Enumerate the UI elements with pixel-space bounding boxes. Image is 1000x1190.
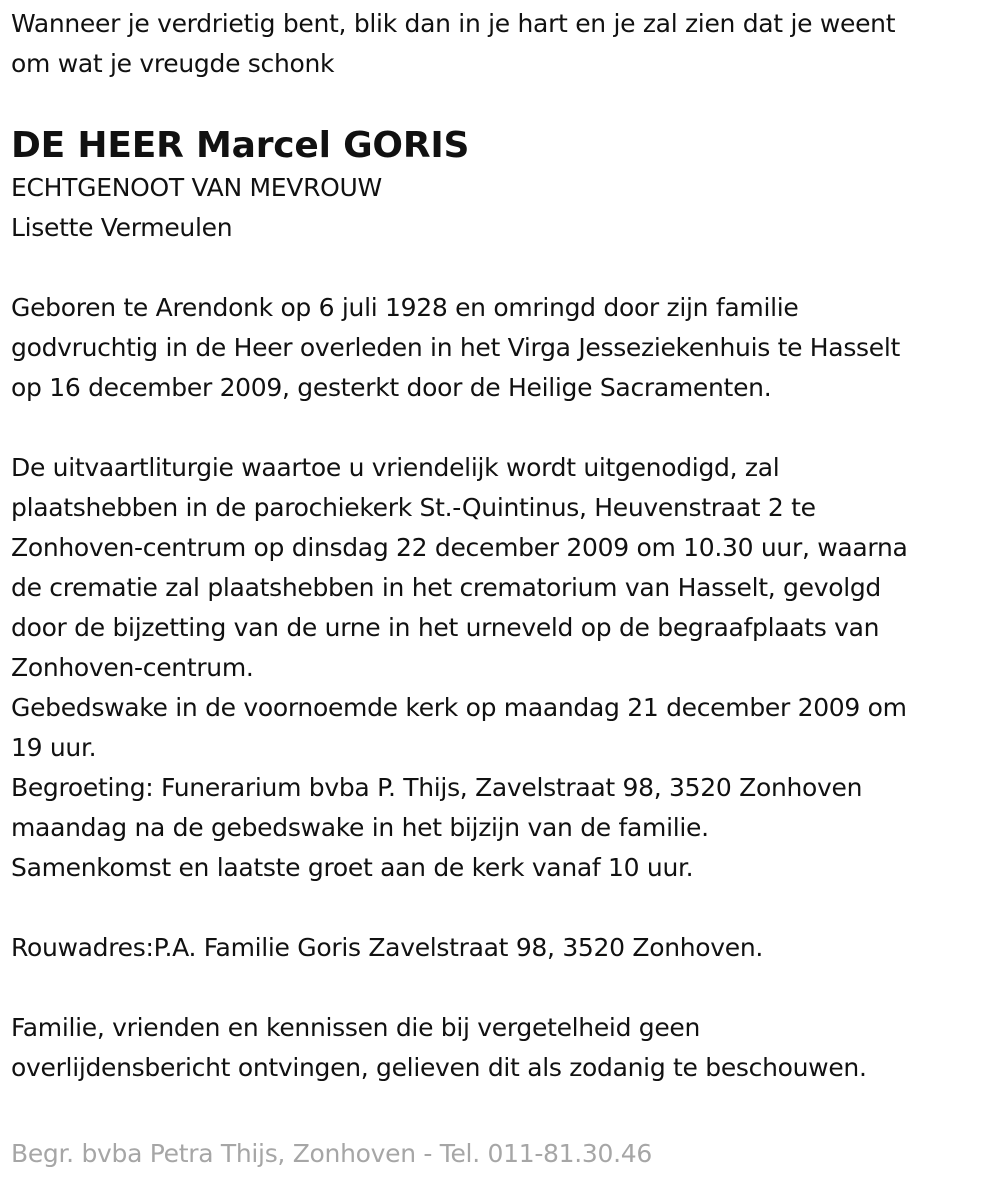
- paragraph-line: Begroeting: Funerarium bvba P. Thijs, Zavelstraat 98, 3520 Zonhoven: [11, 773, 863, 802]
- paragraph-line: Geboren te Arendonk op 6 juli 1928 en omringd door zijn familie: [11, 293, 799, 322]
- obituary-notice: [11, 4, 991, 1088]
- spacer: [11, 248, 991, 288]
- paragraph-line: overlijdensbericht ontvingen, gelieven dit als zodanig te beschouwen.: [11, 1053, 867, 1082]
- paragraph-line: de crematie zal plaatshebben in het crematorium van Hasselt, gevolgd: [11, 573, 881, 602]
- spacer: [11, 408, 991, 448]
- paragraph-line: Zonhoven-centrum.: [11, 653, 254, 682]
- funeral-home-footer: Begr. bvba Petra Thijs, Zonhoven - Tel. 011-81.30.46: [11, 1139, 652, 1168]
- paragraph-line: 19 uur.: [11, 733, 97, 762]
- notice-paragraph: [11, 1008, 991, 1088]
- funeral-paragraph: [11, 448, 991, 888]
- paragraph-line: plaatshebben in de parochiekerk St.-Quintinus, Heuvenstraat 2 te: [11, 493, 816, 522]
- birth-death-paragraph: [11, 288, 991, 408]
- spacer: [11, 888, 991, 928]
- paragraph-line: De uitvaartliturgie waartoe u vriendelijk wordt uitgenodigd, zal: [11, 453, 780, 482]
- quote-line: Wanneer je verdrietig bent, blik dan in je hart en je zal zien dat je weent: [11, 9, 896, 38]
- paragraph-line: door de bijzetting van de urne in het urneveld op de begraafplaats van: [11, 613, 880, 642]
- mourning-address: Rouwadres:P.A. Familie Goris Zavelstraat 98, 3520 Zonhoven.: [11, 933, 764, 962]
- paragraph-line: Zonhoven-centrum op dinsdag 22 december 2009 om 10.30 uur, waarna: [11, 533, 908, 562]
- paragraph-line: Gebedswake in de voornoemde kerk op maandag 21 december 2009 om: [11, 693, 907, 722]
- quote: [11, 4, 991, 84]
- quote-line: om wat je vreugde schonk: [11, 49, 335, 78]
- paragraph-line: op 16 december 2009, gesterkt door de Heilige Sacramenten.: [11, 373, 772, 402]
- paragraph-line: maandag na de gebedswake in het bijzijn van de familie.: [11, 813, 709, 842]
- paragraph-line: Familie, vrienden en kennissen die bij vergetelheid geen: [11, 1013, 701, 1042]
- paragraph-line: Samenkomst en laatste groet aan de kerk vanaf 10 uur.: [11, 853, 694, 882]
- deceased-name: DE HEER Marcel GORIS: [11, 125, 470, 166]
- spacer: [11, 968, 991, 1008]
- spouse-name: Lisette Vermeulen: [11, 213, 233, 242]
- paragraph-line: godvruchtig in de Heer overleden in het Virga Jesseziekenhuis te Hasselt: [11, 333, 901, 362]
- relation-label: ECHTGENOOT VAN MEVROUW: [11, 173, 382, 202]
